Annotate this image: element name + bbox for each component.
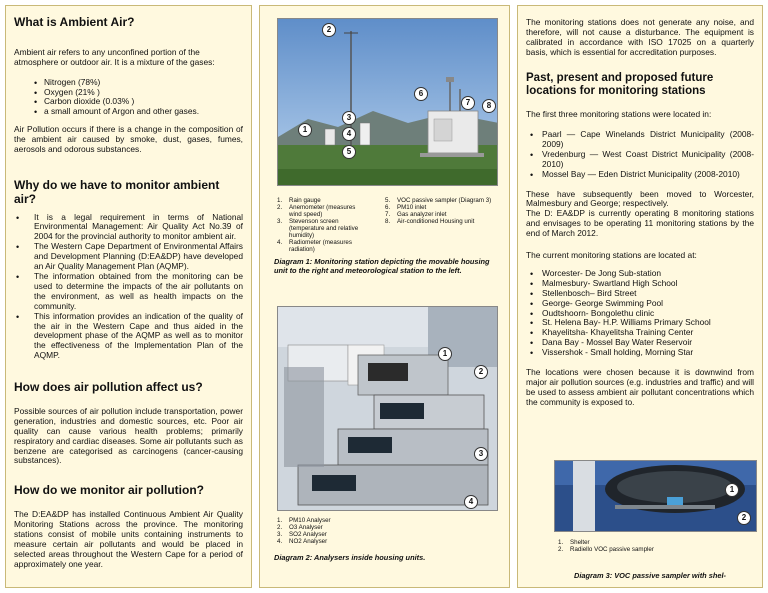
list-item: • Stellenbosch– Bird Street	[542, 289, 754, 299]
diagram1-pin-5: 5	[342, 145, 356, 159]
middle-panel	[259, 5, 510, 588]
why-list	[34, 213, 243, 362]
diagram2-legend: 1. PM10 Analyser 2. O3 Analyser 3. SO2 Analyser 4. NO2 Analyser	[277, 517, 331, 545]
chosen-text: The locations were chosen because it is downwind from major air pollution sources (e.g. industries and traffic) and will be used to assess ambient air pollutant concentrations which the community is exposed to.	[526, 367, 754, 407]
diagram1-legend-right: 5. VOC passive sampler (Diagram 3) 6. PM10 inlet 7. Gas analyzer inlet 8. Air-conditioned Housing unit	[385, 197, 492, 225]
how-text: The D:EA&DP has installed Continuous Ambient Air Quality Monitoring Stations across the province. The monitoring stations consist of mobile units containing instruments to measure certain air pollutants and would be placed in selected areas throughout the Western Cape for a period of approximately one year.	[14, 509, 243, 569]
noise-calibration-text: The monitoring stations does not generate any noise, and therefore, will not cause a disturbance. The equipment is calibrated in accordance with ISO 17025 on a quarterly basis, which is essential for accreditation purposes.	[526, 17, 754, 57]
list-item: • Oudtshoorn- Bongolethu clinic	[542, 309, 754, 319]
list-item: • Mossel Bay — Eden District Municipality (2008-2010)	[542, 170, 754, 180]
gases-list	[44, 78, 243, 118]
diagram1-legend-left: 1. Rain gauge 2. Anemometer (measures wind speed) 3. Stevenson screen (temperature and relative humidity) 4. Radiometer (measures radiation)	[277, 197, 359, 253]
right-panel	[517, 5, 763, 588]
pollution-text: Air Pollution occurs if there is a change in the composition of the ambient air caused by smoke, dust, gases, fumes, aerosols and odorous substances.	[14, 124, 243, 155]
diagram1-pin-1: 1	[298, 123, 312, 137]
diagram3-caption: Diagram 3: VOC passive sampler with shel-	[574, 571, 726, 580]
first-stations-text: The first three monitoring stations were located in:	[526, 109, 712, 120]
diagram1-pin-2: 2	[322, 23, 336, 37]
diagram1-pin-8: 8	[482, 99, 496, 113]
left-panel	[5, 5, 252, 588]
diagram2-caption: Diagram 2: Analysers inside housing units.	[274, 553, 426, 562]
list-item: • Paarl — Cape Winelands District Municipality (2008-2009)	[542, 130, 754, 150]
diagram1-caption: Diagram 1: Monitoring station depicting the movable housing unit to the right and meteorological station to the left.	[274, 257, 490, 275]
diagram1-pin-6: 6	[414, 87, 428, 101]
list-item: • St. Helena Bay- H.P. Williams Primary School	[542, 318, 754, 328]
heading-ambient-air: What is Ambient Air?	[14, 15, 135, 29]
voc-sampler-photo	[554, 460, 757, 532]
analysers-illustration	[278, 307, 498, 511]
diagram3-legend: 1. Shelter 2. Radiello VOC passive sampler	[558, 539, 654, 553]
ambient-intro: Ambient air refers to any unconfined portion of the atmosphere or outdoor air. It is a mixture of the gases:	[14, 46, 215, 67]
list-item: • The Western Cape Department of Environmental Affairs and Development Planning (D:EA&DP) have developed an Air Quality Management Plan (AQMP).	[34, 242, 243, 272]
list-item: • Vredenburg — West Coast District Municipality (2008-2010)	[542, 150, 754, 170]
diagram1-pin-3: 3	[342, 111, 356, 125]
diagram3-pin-1: 1	[725, 483, 739, 497]
heading-why-monitor: Why do we have to monitor ambient air?	[14, 177, 220, 206]
heading-how-monitor: How do we monitor air pollution?	[14, 483, 204, 498]
list-item: • Carbon dioxide (0.03% )	[44, 97, 243, 107]
list-item: • Malmesbury- Swartland High School	[542, 279, 754, 289]
analysers-photo	[277, 306, 498, 511]
list-item: • Vissershok - Small holding, Morning Star	[542, 348, 754, 358]
list-item: • It is a legal requirement in terms of National Environmental Management: Air Quality Act No.39 of 2004 for the provincial authority to monitor ambient air.	[34, 213, 243, 243]
first-stations-list	[542, 130, 754, 180]
diagram1-pin-7: 7	[461, 96, 475, 110]
list-item: • Worcester- De Jong Sub-station	[542, 269, 754, 279]
diagram2-pin-1: 1	[438, 347, 452, 361]
diagram2-pin-4: 4	[464, 495, 478, 509]
diagram3-pin-2: 2	[737, 511, 751, 525]
affect-text: Possible sources of air pollution include transportation, power generation, industries and domestic sources, etc. Poor air quality can cause various health problems; primarily respiratory and cardiac diseases. Some air pollutants such as benzene are categorised as carcinogens (cancer-causing substances).	[14, 405, 243, 466]
plan-text: The D: EA&DP is currently operating 8 monitoring stations and envisages to be operating 11 monitoring stations by the end of March 2012.	[526, 208, 754, 239]
list-item: • The information obtained from the monitoring can be used to determine the impacts of the air pollutants on the environment, as well as health impacts on the community.	[34, 272, 243, 312]
current-stations-list	[542, 269, 754, 358]
monitoring-station-photo	[277, 18, 498, 186]
moved-text: These have subsequently been moved to Worcester, Malmesbury and George; respectively.	[526, 188, 754, 209]
heading-affect: How does air pollution affect us?	[14, 380, 203, 395]
list-item: • Oxygen (21% )	[44, 88, 243, 98]
diagram1-pin-4: 4	[342, 127, 356, 141]
list-item: • Khayelitsha- Khayelitsha Training Center	[542, 328, 754, 338]
diagram2-pin-2: 2	[474, 365, 488, 379]
list-item: • Dana Bay - Mossel Bay Water Reservoir	[542, 338, 754, 348]
list-item: • George- George Swimming Pool	[542, 299, 754, 309]
list-item: • Nitrogen (78%)	[44, 78, 243, 88]
voc-sampler-illustration	[555, 461, 757, 532]
heading-stations: Past, present and proposed future locations for monitoring stations	[526, 71, 714, 97]
diagram2-pin-3: 3	[474, 447, 488, 461]
list-item: • a small amount of Argon and other gases.	[44, 107, 243, 117]
list-item: • This information provides an indication of the quality of the air in the Western Cape and thus aided in the development phase of the AQMP as well as to monitor the effectiveness of the Implementation Plan of the AQMP.	[34, 312, 243, 362]
current-stations-text: The current monitoring stations are located at:	[526, 250, 697, 261]
